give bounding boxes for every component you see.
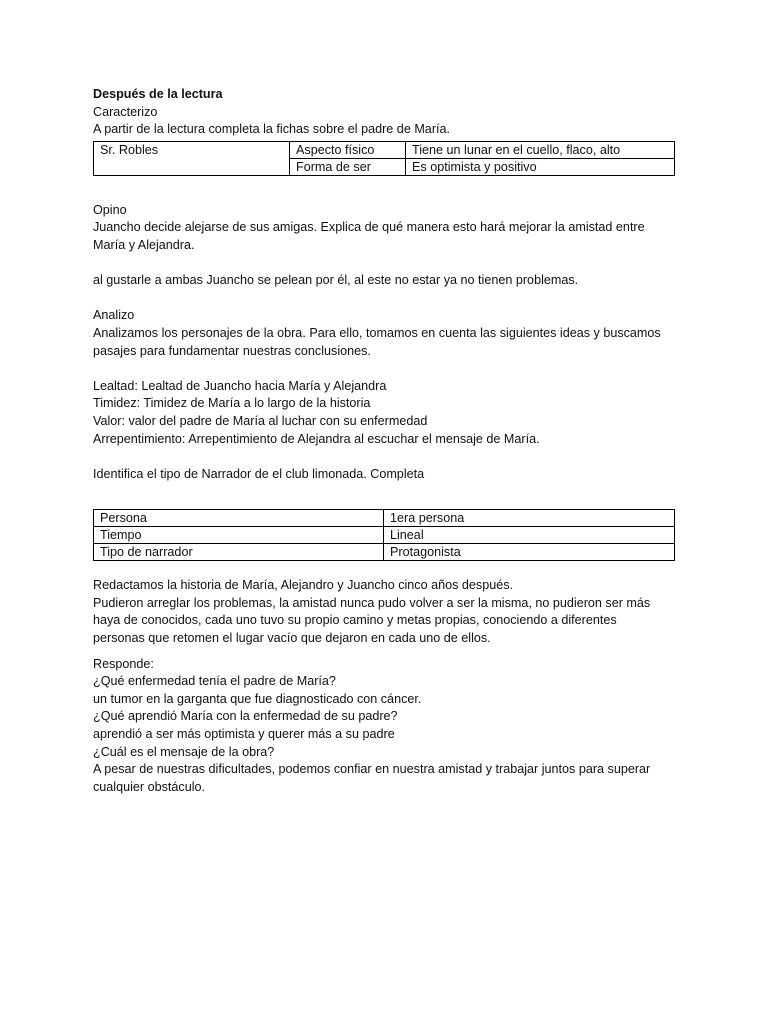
analizo-item: Valor: valor del padre de María al luchar con su enfermedad (93, 413, 428, 428)
redactamos-line: haya de conocidos, cada uno tuvo su propio camino y metas propias, conociendo a diferentes (93, 613, 617, 628)
analizo-item: Lealtad: Lealtad de Juancho hacia María y Alejandra (93, 378, 387, 393)
value-cell: Es optimista y positivo (406, 158, 675, 175)
robles-name-cell: Sr. Robles (94, 141, 290, 175)
redactamos-prompt: Redactamos la historia de María, Alejandro y Juancho cinco años después. (93, 578, 514, 593)
responde-line: ¿Qué enfermedad tenía el padre de María? (93, 674, 336, 689)
narrator-prompt: Identifica el tipo de Narrador de el club limonada. Completa (93, 466, 425, 481)
narrator-table (93, 509, 675, 561)
redactamos-line: Pudieron arreglar los problemas, la amistad nunca pudo volver a ser la misma, no pudieron ser más (93, 595, 651, 610)
table-row (94, 141, 675, 158)
aspect-cell: Aspecto físico (290, 141, 406, 158)
analizo-heading: Analizo (93, 308, 135, 323)
table-row (94, 527, 675, 544)
table-row (94, 544, 675, 561)
narrator-label-cell: Persona (94, 510, 384, 527)
caracterizo-instruction: A partir de la lectura completa la fichas sobre el padre de María. (93, 122, 451, 137)
redactamos-line: personas que retomen el lugar vacío que dejaron en cada uno de ellos. (93, 631, 491, 646)
narrator-label-cell: Tipo de narrador (94, 544, 384, 561)
analizo-item: Timidez: Timidez de María a lo largo de la historia (93, 396, 371, 411)
responde-line: aprendió a ser más optimista y querer más a su padre (93, 727, 395, 742)
table-row (94, 510, 675, 527)
analizo-instruction-line: Analizamos los personajes de la obra. Para ello, tomamos en cuenta las siguientes ideas y buscamos (93, 325, 661, 340)
aspect-cell: Forma de ser (290, 158, 406, 175)
responde-line: ¿Qué aprendió María con la enfermedad de su padre? (93, 709, 398, 724)
value-cell: Tiene un lunar en el cuello, flaco, alto (406, 141, 675, 158)
opino-heading: Opino (93, 202, 127, 217)
responde-line: ¿Cuál es el mensaje de la obra? (93, 744, 275, 759)
responde-heading: Responde: (93, 656, 154, 671)
caracterizo-heading: Caracterizo (93, 104, 158, 119)
narrator-value-cell: Lineal (384, 527, 675, 544)
analizo-item: Arrepentimiento: Arrepentimiento de Alejandra al escuchar el mensaje de María. (93, 431, 540, 446)
narrator-value-cell: Protagonista (384, 544, 675, 561)
opino-answer: al gustarle a ambas Juancho se pelean por él, al este no estar ya no tienen problemas. (93, 273, 579, 288)
responde-line: un tumor en la garganta que fue diagnosticado con cáncer. (93, 691, 422, 706)
analizo-instruction-line: pasajes para fundamentar nuestras conclusiones. (93, 343, 371, 358)
narrator-value-cell: 1era persona (384, 510, 675, 527)
responde-line: cualquier obstáculo. (93, 779, 206, 794)
narrator-label-cell: Tiempo (94, 527, 384, 544)
robles-table (93, 141, 675, 176)
opino-question-line: Juancho decide alejarse de sus amigas. Explica de qué manera esto hará mejorar la amistad entre (93, 220, 645, 235)
opino-question-line: María y Alejandra. (93, 237, 195, 252)
responde-line: A pesar de nuestras dificultades, podemos confiar en nuestra amistad y trabajar juntos para superar (93, 762, 651, 777)
section-title: Después de la lectura (93, 87, 223, 101)
